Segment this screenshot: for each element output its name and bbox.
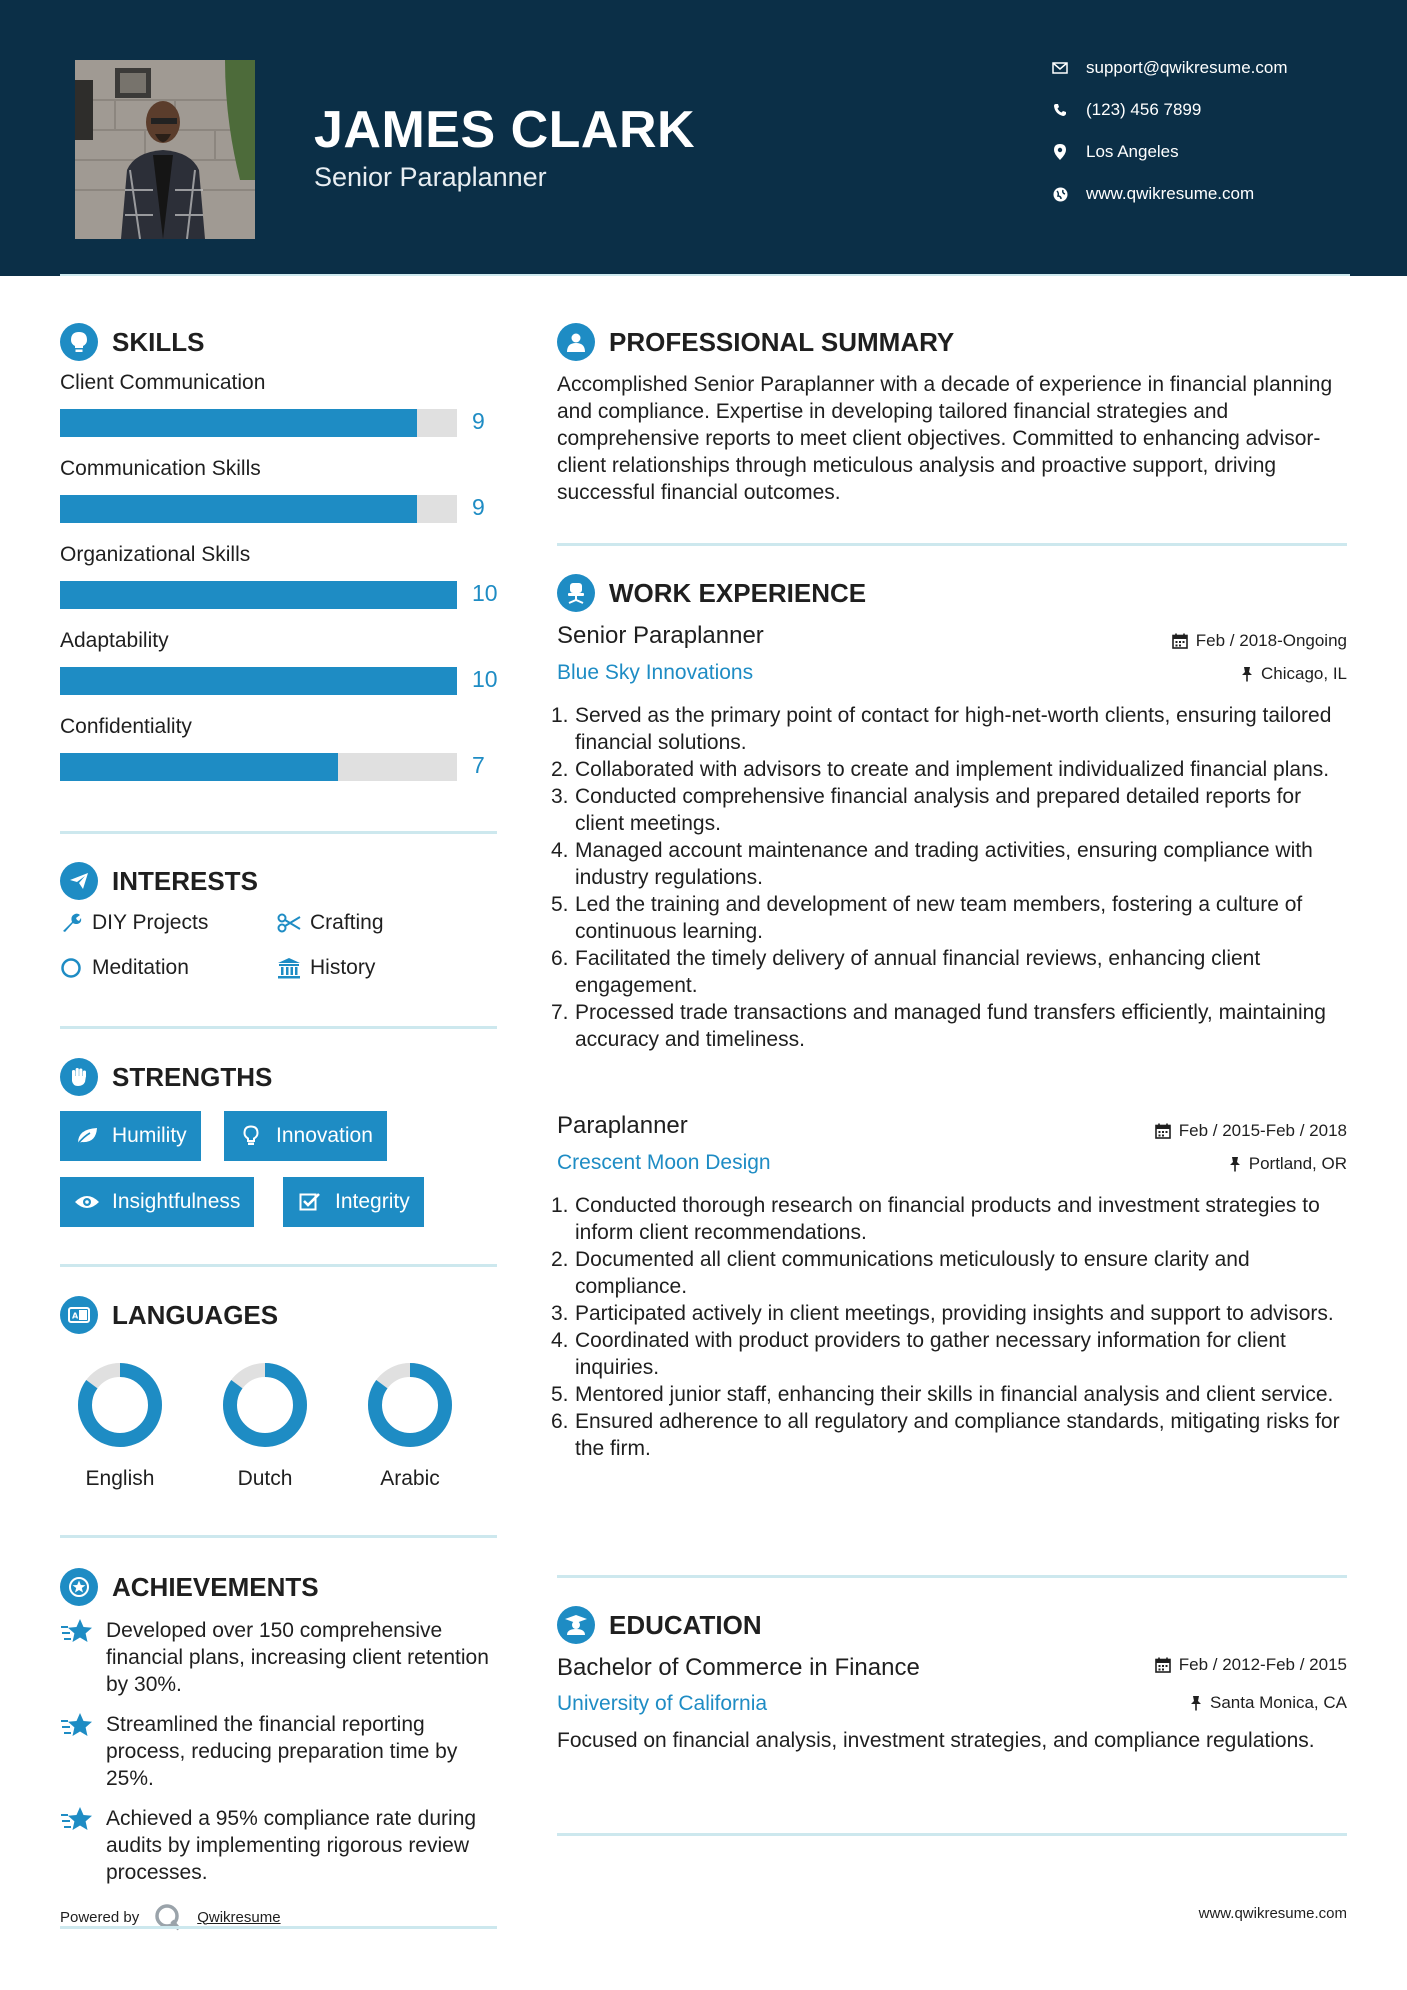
job-dates [1155, 1121, 1347, 1141]
language-label: Arabic [380, 1467, 440, 1490]
leaf-icon [74, 1123, 100, 1149]
list-number: 4. [551, 1329, 569, 1352]
fist-icon [60, 1058, 98, 1096]
responsibility-text: Conducted thorough research on financial products and investment strategies to inform client recommendations. [575, 1194, 1320, 1244]
skill-bar-fill [60, 667, 457, 695]
list-number: 5. [551, 1383, 569, 1406]
achievement-text: Developed over 150 comprehensive financial plans, increasing client retention by 30%. [106, 1619, 489, 1696]
skills-divider [60, 831, 497, 834]
calendar-icon [1155, 1657, 1171, 1673]
achievements-heading [60, 1568, 319, 1606]
contact-website[interactable] [1050, 184, 1254, 204]
education-location [1190, 1693, 1347, 1713]
contact-phone-text: (123) 456 7899 [1086, 100, 1202, 119]
job-location [1241, 664, 1347, 684]
company-name: Crescent Moon Design [557, 1151, 771, 1174]
strengths-heading [60, 1058, 272, 1096]
language-donut [365, 1360, 455, 1450]
skill-bar [60, 495, 457, 523]
responsibility-text: Facilitated the timely delivery of annual financial reviews, enhancing client engagement. [575, 947, 1261, 997]
languages-title: LANGUAGES [112, 1299, 279, 1330]
language-item [195, 1360, 335, 1491]
job-dates [1172, 631, 1347, 651]
language-donut [220, 1360, 310, 1450]
job-location [1229, 1154, 1347, 1174]
skills-title: SKILLS [112, 326, 205, 357]
list-number: 3. [551, 785, 569, 808]
list-number: 2. [551, 758, 569, 781]
list-number: 1. [551, 704, 569, 727]
globe-icon [1050, 184, 1070, 204]
responsibility-text: Ensured adherence to all regulatory and compliance standards, mitigating risks for the firm. [575, 1410, 1340, 1460]
school-name: University of California [557, 1692, 768, 1715]
interest-history [276, 955, 375, 981]
education-dates [1155, 1655, 1347, 1675]
strength-tag-humility [60, 1111, 201, 1161]
skill-bar-fill [60, 495, 417, 523]
interests-heading [60, 862, 258, 900]
language-label: English [85, 1467, 155, 1490]
language-item [50, 1360, 190, 1491]
skill-value: 9 [472, 408, 485, 434]
summary-heading [557, 323, 954, 361]
star-icon [60, 1803, 94, 1837]
company-name: Blue Sky Innovations [557, 661, 754, 684]
experience-divider [557, 1575, 1347, 1578]
contact-phone[interactable] [1050, 100, 1201, 120]
achievement-text: Streamlined the financial reporting process, reducing preparation time by 25%. [106, 1713, 458, 1790]
language-icon [60, 1296, 98, 1334]
list-number: 2. [551, 1248, 569, 1271]
responsibility-item [551, 1327, 1347, 1381]
paper-plane-icon [60, 862, 98, 900]
responsibility-text: Mentored junior staff, enhancing their skills in financial analysis and client service. [575, 1383, 1334, 1406]
skill-label: Organizational Skills [60, 543, 251, 566]
map-pin-icon [1050, 142, 1070, 162]
skills-heading [60, 323, 204, 361]
contact-location-text: Los Angeles [1086, 142, 1179, 161]
skill-bar [60, 409, 457, 437]
responsibility-item [551, 1300, 1347, 1327]
job-responsibilities [551, 702, 1347, 1053]
skill-label: Adaptability [60, 629, 169, 652]
interest-meditation [58, 955, 189, 981]
responsibility-text: Processed trade transactions and managed fund transfers efficiently, maintaining accuracy and timeliness. [575, 1001, 1326, 1051]
contact-email-text: support@qwikresume.com [1086, 58, 1288, 77]
contact-email[interactable] [1050, 58, 1288, 78]
responsibility-item [551, 945, 1347, 999]
education-description: Focused on financial analysis, investment strategies, and compliance regulations. [557, 1729, 1315, 1752]
responsibility-text: Served as the primary point of contact for high-net-worth clients, ensuring tailored financial solutions. [575, 704, 1332, 754]
education-heading [557, 1606, 762, 1644]
achievement-item [60, 1805, 500, 1886]
strengths-divider [60, 1264, 497, 1267]
scissors-icon [276, 910, 302, 936]
responsibility-item [551, 1408, 1347, 1462]
strength-label: Integrity [335, 1190, 410, 1213]
strength-label: Innovation [276, 1124, 373, 1147]
skill-label: Client Communication [60, 371, 266, 394]
envelope-icon [1050, 58, 1070, 78]
achievement-text: Achieved a 95% compliance rate during audits by implementing rigorous review processes. [106, 1807, 477, 1884]
responsibility-item [551, 756, 1347, 783]
skill-value: 10 [472, 580, 498, 606]
candidate-title: Senior Paraplanner [314, 162, 547, 192]
responsibility-text: Participated actively in client meetings, providing insights and support to advisors. [575, 1302, 1334, 1325]
job-location-text: Portland, OR [1248, 1154, 1347, 1173]
skill-label: Communication Skills [60, 457, 261, 480]
powered-by-text: Powered by [60, 1908, 140, 1926]
skill-value: 7 [472, 752, 485, 778]
experience-heading [557, 574, 866, 612]
education-location-text: Santa Monica, CA [1209, 1693, 1347, 1712]
interest-diy-projects [58, 910, 208, 936]
list-number: 7. [551, 1001, 569, 1024]
language-label: Dutch [237, 1467, 293, 1490]
job-location-text: Chicago, IL [1261, 664, 1347, 683]
skill-value: 9 [472, 494, 485, 520]
skill-bar-fill [60, 409, 417, 437]
achievement-item [60, 1617, 500, 1698]
responsibility-text: Documented all client communications meticulously to ensure clarity and compliance. [575, 1248, 1250, 1298]
responsibility-text: Conducted comprehensive financial analysis and prepared detailed reports for client meetings. [575, 785, 1302, 835]
skill-bar-fill [60, 581, 457, 609]
list-number: 6. [551, 947, 569, 970]
calendar-icon [1155, 1123, 1171, 1139]
experience-title: WORK EXPERIENCE [609, 577, 867, 608]
skill-bar [60, 667, 457, 695]
pushpin-icon [1190, 1695, 1202, 1711]
powered-by-link[interactable]: Qwikresume [197, 1908, 281, 1926]
language-donut [75, 1360, 165, 1450]
job-responsibilities [551, 1192, 1347, 1462]
interests-divider [60, 1026, 497, 1029]
pushpin-icon [1241, 666, 1253, 682]
degree-title: Bachelor of Commerce in Finance [557, 1654, 920, 1681]
strength-label: Humility [112, 1124, 187, 1147]
profile-photo [75, 60, 255, 239]
pushpin-icon [1229, 1156, 1241, 1172]
list-number: 1. [551, 1194, 569, 1217]
list-number: 6. [551, 1410, 569, 1433]
job-title: Senior Paraplanner [557, 622, 764, 649]
strength-label: Insightfulness [112, 1190, 241, 1213]
skill-bar-fill [60, 753, 338, 781]
list-number: 5. [551, 893, 569, 916]
responsibility-text: Managed account maintenance and trading activities, ensuring compliance with industry regulations. [575, 839, 1313, 889]
star-badge-icon [60, 1568, 98, 1606]
footer-divider-left [60, 1926, 497, 1929]
office-chair-icon [557, 574, 595, 612]
language-item [340, 1360, 480, 1491]
user-icon [557, 323, 595, 361]
responsibility-item [551, 783, 1347, 837]
interest-label: Crafting [310, 911, 384, 934]
responsibility-item [551, 891, 1347, 945]
responsibility-item [551, 837, 1347, 891]
skill-bar [60, 753, 457, 781]
education-title: EDUCATION [609, 1609, 762, 1640]
skill-value: 10 [472, 666, 498, 692]
lightbulb-icon [60, 323, 98, 361]
education-divider [557, 1833, 1347, 1836]
strength-tag-insightfulness [60, 1177, 254, 1227]
job-title: Paraplanner [557, 1112, 688, 1139]
circle-icon [58, 955, 84, 981]
calendar-icon [1172, 633, 1188, 649]
interest-label: DIY Projects [92, 911, 209, 934]
checkbox-icon [297, 1189, 323, 1215]
eye-icon [74, 1189, 100, 1215]
skill-label: Confidentiality [60, 715, 192, 738]
contact-location [1050, 142, 1179, 162]
contact-website-text: www.qwikresume.com [1086, 184, 1255, 203]
languages-divider [60, 1535, 497, 1538]
languages-heading [60, 1296, 278, 1334]
job-dates-text: Feb / 2018-Ongoing [1195, 631, 1347, 650]
interest-label: Meditation [92, 956, 189, 979]
strength-tag-innovation [224, 1111, 387, 1161]
footer-website[interactable]: www.qwikresume.com [1198, 1905, 1347, 1922]
candidate-name: JAMES CLARK [314, 101, 696, 159]
summary-title: PROFESSIONAL SUMMARY [609, 326, 955, 357]
responsibility-item [551, 1381, 1347, 1408]
education-dates-text: Feb / 2012-Feb / 2015 [1178, 1655, 1347, 1674]
graduate-icon [557, 1606, 595, 1644]
strengths-title: STRENGTHS [112, 1061, 273, 1092]
star-icon [60, 1615, 94, 1649]
interest-label: History [310, 956, 376, 979]
interest-crafting [276, 910, 384, 936]
museum-icon [276, 955, 302, 981]
list-number: 4. [551, 839, 569, 862]
achievements-title: ACHIEVEMENTS [112, 1571, 319, 1602]
header-divider [60, 274, 1350, 276]
responsibility-text: Collaborated with advisors to create and implement individualized financial plans. [575, 758, 1330, 781]
job-dates-text: Feb / 2015-Feb / 2018 [1178, 1121, 1347, 1140]
responsibility-item [551, 1192, 1347, 1246]
interests-title: INTERESTS [112, 865, 258, 896]
responsibility-item [551, 702, 1347, 756]
phone-icon [1050, 100, 1070, 120]
list-number: 3. [551, 1302, 569, 1325]
strength-tag-integrity [283, 1177, 424, 1227]
svg-text:A: A [72, 1311, 79, 1321]
responsibility-item [551, 999, 1347, 1053]
responsibility-text: Led the training and development of new team members, fostering a culture of continuous learning. [575, 893, 1303, 943]
summary-divider [557, 543, 1347, 546]
summary-text: Accomplished Senior Paraplanner with a decade of experience in financial planning and compliance. Expertise in developing tailored financial strategies and comprehensive reports to meet client objectives. Committed to enhancing advisor-client relationships through meticulous analysis and proactive support, driving successful financial outcomes. [557, 373, 1333, 504]
responsibility-text: Coordinated with product providers to gather necessary information for client inquiries. [575, 1329, 1286, 1379]
responsibility-item [551, 1246, 1347, 1300]
star-icon [60, 1709, 94, 1743]
skill-bar [60, 581, 457, 609]
wrench-icon [58, 910, 84, 936]
achievement-item [60, 1711, 500, 1792]
lightbulb-icon [238, 1123, 264, 1149]
